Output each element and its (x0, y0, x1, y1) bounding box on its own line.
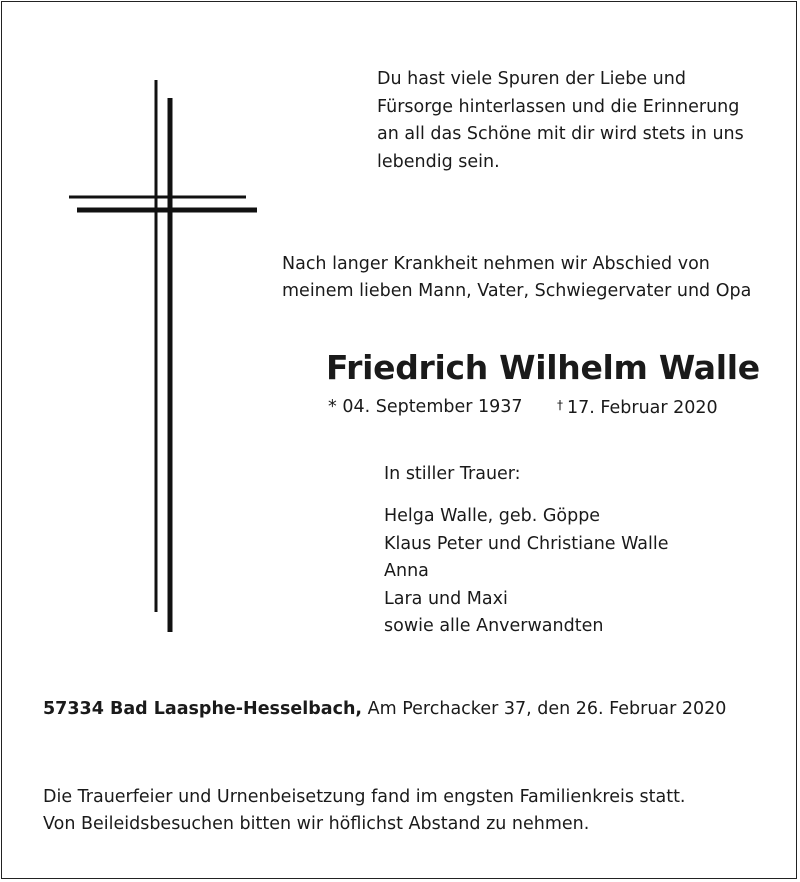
address-line (43, 701, 726, 719)
birth-date: * 04. September 1937 (328, 397, 523, 417)
mourners-list (384, 503, 669, 641)
dagger-icon: † (557, 398, 563, 412)
mourner-item: Anna (384, 561, 429, 581)
mourner-item: Lara und Maxi (384, 588, 508, 609)
intro-line: Nach langer Krankheit nehmen wir Abschied von (282, 254, 710, 274)
mourner-item: Klaus Peter und Christiane Walle (384, 533, 669, 554)
quote-line: Fürsorge hinterlassen und die Erinnerung (377, 96, 740, 117)
mourner-item: sowie alle Anverwandten (384, 616, 604, 636)
quote-line: lebendig sein. (377, 151, 500, 172)
closing-note (43, 784, 686, 838)
deceased-name: Friedrich Wilhelm Walle (326, 348, 760, 387)
mourner-item: Helga Walle, geb. Göppe (384, 506, 601, 526)
quote-line: Du hast viele Spuren der Liebe und (377, 69, 686, 89)
death-date-group (557, 399, 718, 418)
memorial-quote (377, 66, 777, 176)
quote-line: an all das Schöne mit dir wird stets in uns (377, 124, 744, 144)
intro-line: meinem lieben Mann, Vater, Schwiegervater und Opa (282, 281, 752, 301)
address-location: 57334 Bad Laasphe-Hesselbach, (43, 699, 363, 719)
address-details: Am Perchacker 37, den 26. Februar 2020 (367, 699, 727, 719)
mourning-heading: In stiller Trauer: (384, 464, 521, 484)
closing-line: Von Beileidsbesuchen bitten wir höflichst Abstand zu nehmen. (43, 814, 590, 834)
death-date: 17. Februar 2020 (567, 398, 718, 418)
life-dates (328, 397, 718, 418)
closing-line: Die Trauerfeier und Urnenbeisetzung fand im engsten Familienkreis statt. (43, 787, 686, 807)
farewell-intro (282, 251, 751, 305)
